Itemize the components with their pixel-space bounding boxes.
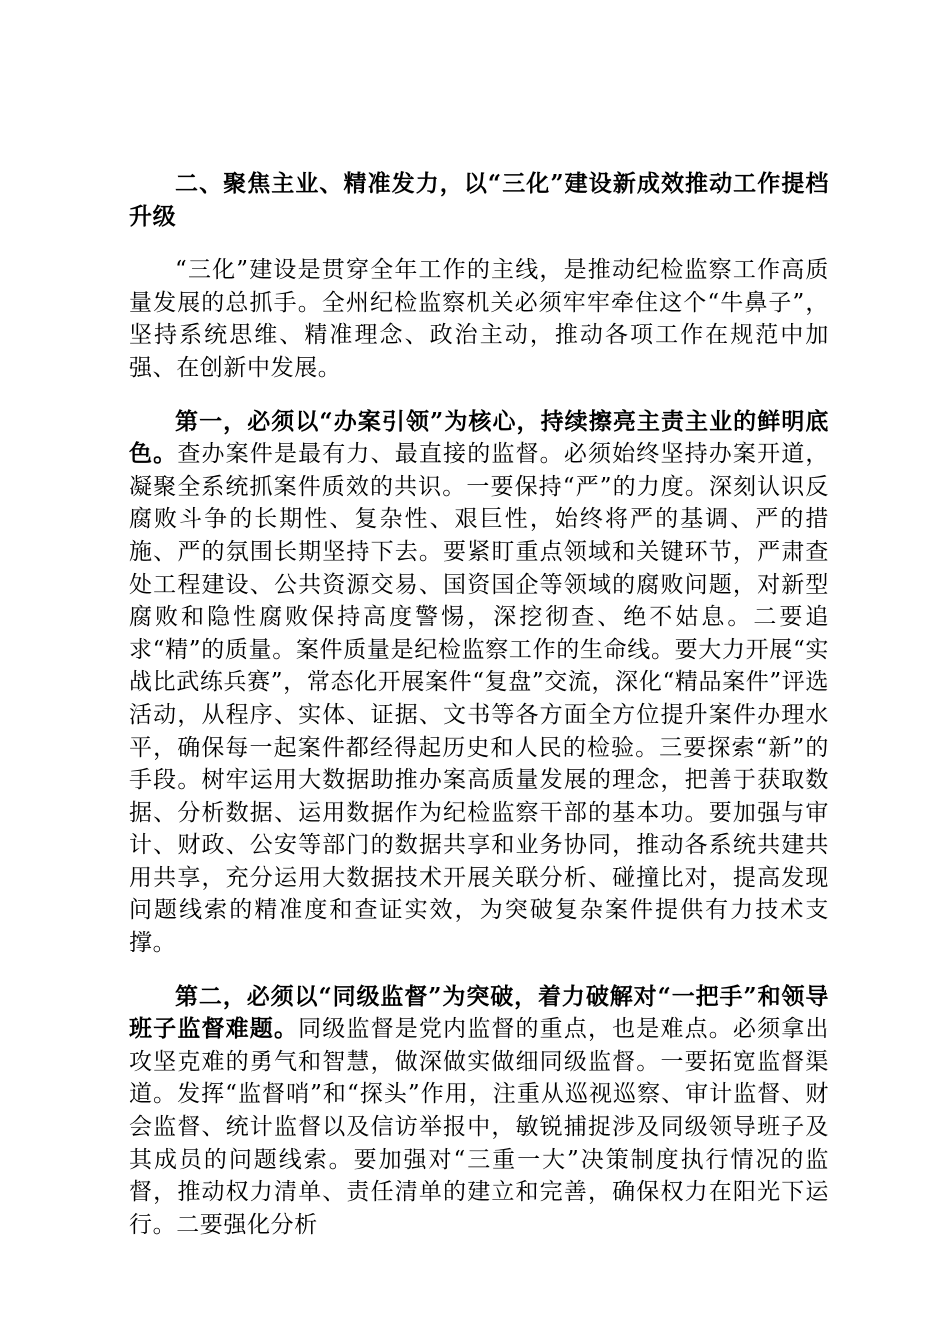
point-two-paragraph (129, 981, 829, 1242)
point-one-body: 查办案件是最有力、最直接的监督。必须始终坚持办案开道，凝聚全系统抓案件质效的共识。一要保持“严”的力度。深刻认识反腐败斗争的长期性、复杂性、艰巨性，始终将严的基调、严的措施、严的氛围长期坚持下去。要紧盯重点领域和关键环节，严肃查处工程建设、公共资源交易、国资国企等领域的腐败问题，对新型腐败和隐性腐败保持高度警惕，深挖彻查、绝不姑息。二要追求“精”的质量。案件质量是纪检监察工作的生命线。要大力开展“实战比武练兵赛”，常态化开展案件“复盘”交流，深化“精品案件”评选活动，从程序、实体、证据、文书等各方面全方位提升案件办理水平，确保每一起案件都经得起历史和人民的检验。三要探索“新”的手段。树牢运用大数据助推办案高质量发展的理念，把善于获取数据、分析数据、运用数据作为纪检监察干部的基本功。要加强与审计、财政、公安等部门的数据共享和业务协同，推动各系统共建共用共享，充分运用大数据技术开展关联分析、碰撞比对，提高发现问题线索的精准度和查证实效，为突破复杂案件提供有力技术支撑。 (129, 441, 830, 957)
point-one-paragraph (129, 406, 829, 960)
point-one-lead: 第一，必须以“办案引领”为核心，持续擦亮主责主业的鲜明底色。 (129, 407, 829, 468)
section-heading: 二、聚焦主业、精准发力，以“三化”建设新成效推动工作提档升级 (129, 170, 829, 230)
point-two-body: 同级监督是党内监督的重点，也是难点。必须拿出攻坚克难的勇气和智慧，做深做实做细同级监督。一要拓宽监督渠道。发挥“监督哨”和“探头”作用，注重从巡视巡察、审计监督、财会监督、统计监督以及信访举报中，敏锐捕捉涉及同级领导班子及其成员的问题线索。要加强对“三重一大”决策制度执行情况的监督，推动权力清单、责任清单的建立和完善，确保权力在阳光下运行。二要强化分析 (129, 1016, 830, 1238)
point-two-lead: 第二，必须以“同级监督”为突破，着力破解对“一把手”和领导班子监督难题。 (129, 982, 829, 1043)
document-page (129, 168, 829, 1241)
intro-paragraph: “三化”建设是贯穿全年工作的主线，是推动纪检监察工作高质量发展的总抓手。全州纪检监察机关必须牢牢牵住这个“牛鼻子”，坚持系统思维、精准理念、政治主动，推动各项工作在规范中加强、在创新中发展。 (129, 257, 829, 381)
